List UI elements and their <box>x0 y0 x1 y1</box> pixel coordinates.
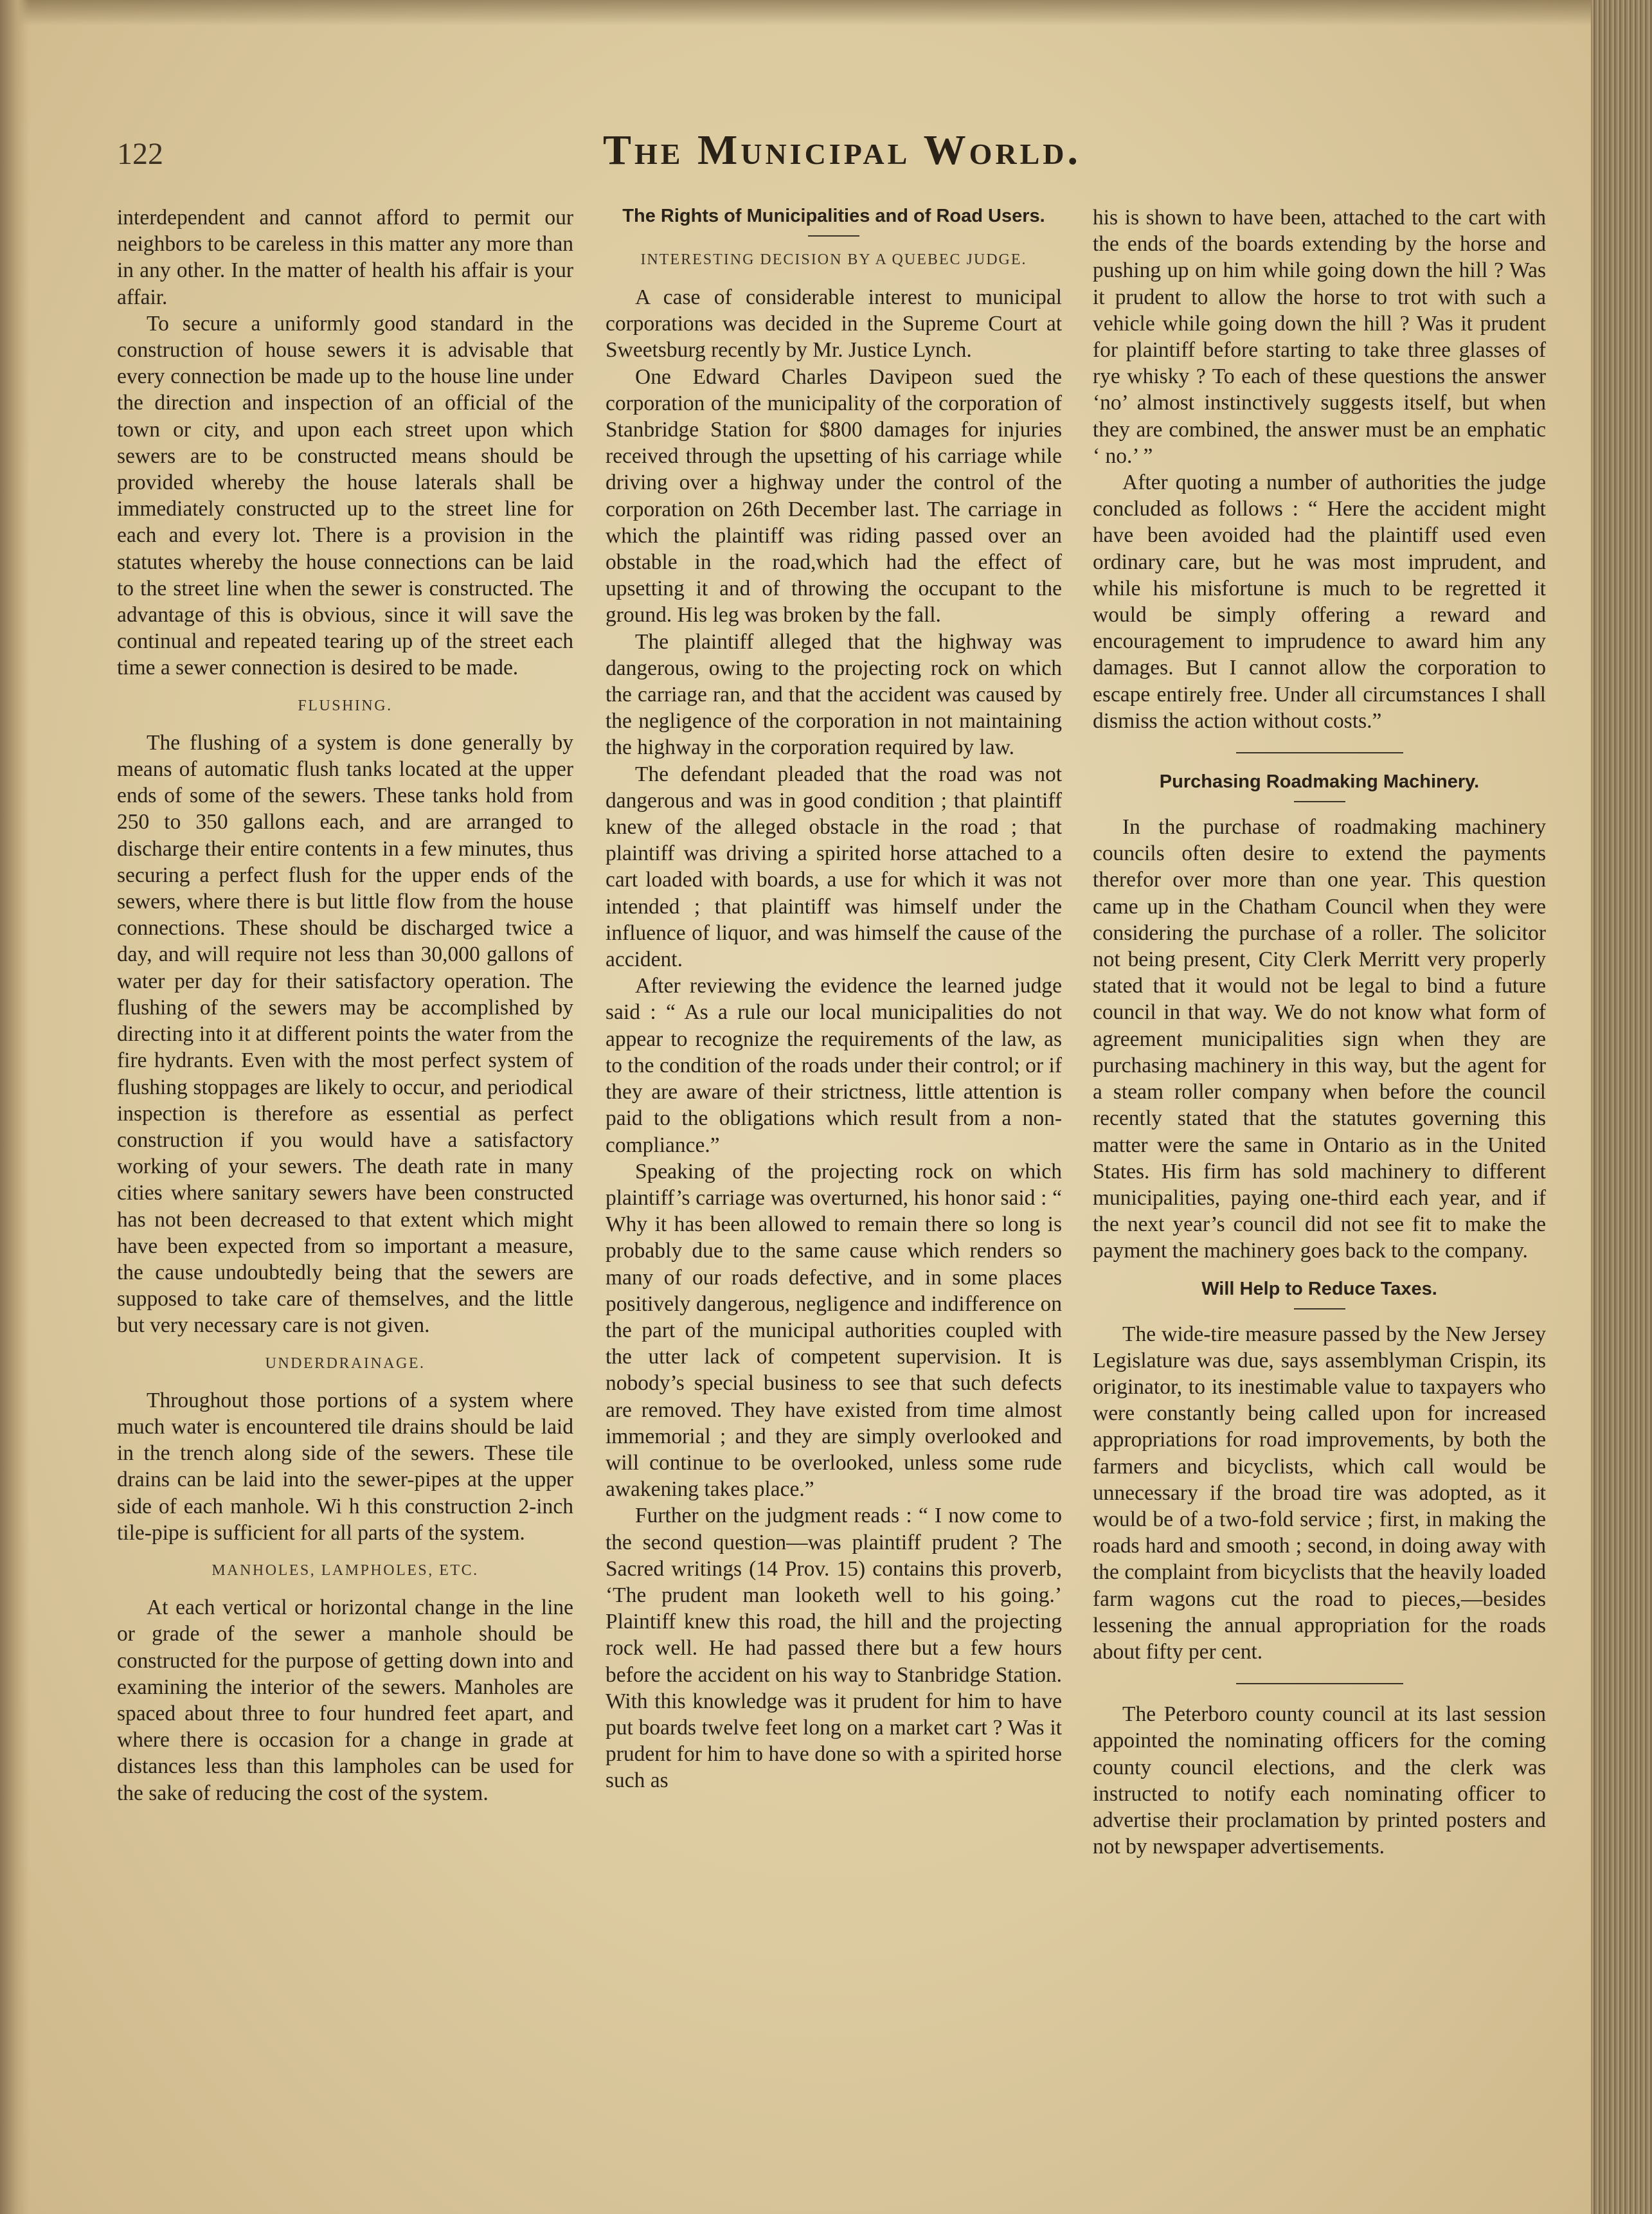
column-middle <box>606 204 1062 1794</box>
article-title-taxes: Will Help to Reduce Taxes. <box>1201 1278 1437 1299</box>
paragraph: Speaking of the projecting rock on which plaintiff’s carriage was overturned, his honor said : “ Why it has been allowed to remain there so long is probably due to the same cause which renders so many of our roads defective, and in some places positively dangerous, negligence and indifference on the part of the municipal authorities coupled with the utter lack of competent supervision. It is nobody’s special business to see that such defects are removed. They have existed from time almost immemorial ; and they are simply overlooked and will continue to be overlooked, unless some rude awakening takes place.” <box>606 1159 1062 1502</box>
page-top-shadow <box>0 0 1652 26</box>
section-divider <box>1236 752 1403 753</box>
article-title-purchasing: Purchasing Roadmaking Machinery. <box>1159 771 1480 793</box>
section-heading-flushing: FLUSHING. <box>298 697 393 714</box>
paragraph: The wide-tire measure passed by the New Jersey Legislature was due, says assemblyman Crispin, its originator, to its inestimable value to taxpayers who were constantly being called upon for increased appropriations for road improvements, by both the farmers and bicyclists, which call would be unnecessary if the broad tire was adopted, as it would be of a two-fold service ; first, in making the roads hard and smooth ; second, in doing away with the complaint from bicyclists that the heavily loaded farm wagons cut the road to pieces,—besides lessening the annual appropriation for the roads about fifty per cent. <box>1093 1322 1546 1664</box>
paragraph: In the purchase of roadmaking machinery councils often desire to extend the payments therefor over more than one year. This question came up in the Chatham Council when they were considering the purchase of a roller. The solicitor not being present, City Clerk Merritt very properly stated that it would not be legal to bind a future council in that way. We do not know what form of agreement municipalities sign when they are purchasing machinery in this way, but the agent for a steam roller company when before the council recently stated that the statutes governing this matter were the same in Ontario as in the United States. His firm has sold machinery to different municipalities, paying one-third each year, and if the next year’s council did not see fit to make the payment the machinery goes back to the company. <box>1093 815 1546 1263</box>
masthead: The Municipal World. <box>602 127 1082 174</box>
paragraph: The flushing of a system is done generally by means of automatic flush tanks located at the upper ends of some of the sewers. These tanks hold from 250 to 350 gallons each, and are arranged to discharge their entire contents in a few minutes, thus securing a perfect flush for the upper ends of the sewers, where there is but little flow from the house connections. These should be discharged twice a day, and will require not less than 30,000 gallons of water per day for their satisfactory operation. The flushing of the sewers may be accomplished by directing into it at different points the water from the fire hydrants. Even with the most perfect system of flushing stoppages are likely to occur, and periodical inspection is therefore as essential as perfect construction if you would have a satisfactory working of your sewers. The death rate in many cities where sanitary sewers have been constructed has not been decreased to that extent which might have been expected from so important a measure, the cause undoubtedly being that the sewers are supposed to take care of themselves, and the little but very necessary care is not given. <box>117 730 573 1338</box>
paragraph: To secure a uniformly good standard in the construction of house sewers it is advisable that every connection be made up to the house line under the direction and inspection of an official of the town or city, and upon each street upon which sewers are to be constructed means should be provided whereby the house laterals shall be immediately constructed up to the street line for each and every lot. There is a provision in the statutes whereby the house connections can be laid to the street line when the sewer is constructed. The advantage of this is obvious, since it will save the continual and repeated tearing up of the street each time a sewer connection is desired to be made. <box>117 311 573 680</box>
paragraph: his is shown to have been, attached to the cart with the ends of the boards extending by the horse and pushing up on him while going down the hill ? Was it prudent to allow the horse to trot with such a vehicle while going down the hill ? Was it prudent for plaintiff before starting to take three glasses of rye whisky ? To each of these questions the answer ‘no’ almost instinctively suggests itself, but when they are combined, the answer must be an emphatic ‘ no.’ ” <box>1093 206 1546 468</box>
paragraph: At each vertical or horizontal change in the line or grade of the sewer a manhole should be constructed for the purpose of getting down into and examining the interior of the sewers. Manholes are spaced about three to four hundred feet apart, and where there is occasion for a change in grade at distances less than this lampholes can be used for the sake of reducing the cost of the system. <box>117 1596 573 1805</box>
article-title-rights: The Rights of Municipalities and of Road Users. <box>622 206 1045 226</box>
title-rule <box>808 235 859 237</box>
paragraph: Throughout those portions of a system where much water is encountered tile drains should be laid in the trench along side of the sewers. These tile drains can be laid into the sewer-pipes at the upper side of each manhole. Wi h this construction 2-inch tile-pipe is sufficient for all parts of the system. <box>117 1388 573 1545</box>
paragraph: After quoting a number of authorities the judge concluded as follows : “ Here the accident might have been avoided had the plaintiff used even ordinary care, but he was most imprudent, and while his misfortune is much to be regretted it would be simply offering a reward and encouragement to imprudence to award him any damages. But I cannot allow the corporation to escape entirely free. Under all circumstances I shall dismiss the action without costs.” <box>1093 471 1546 733</box>
paragraph: The defendant pleaded that the road was not dangerous and was in good condition ; that plaintiff knew of the alleged obstacle in the road ; that plaintiff was driving a spirited horse attached to a cart loaded with boards, a use for which it was not intended ; that plaintiff was himself under the influence of liquor, and was himself the cause of the accident. <box>606 762 1062 972</box>
paragraph: After reviewing the evidence the learned judge said : “ As a rule our local municipalities do not appear to recognize the requirements of the law, as to the condition of the roads under their control; or if they are aware of their strictness, little attention is paid to the obligations which result from a non-compliance.” <box>606 974 1062 1157</box>
column-right <box>1093 204 1546 1860</box>
title-rule <box>1294 1308 1345 1310</box>
section-heading-manholes: MANHOLES, LAMPHOLES, ETC. <box>211 1562 479 1579</box>
page-number: 122 <box>117 137 163 171</box>
article-subtitle: INTERESTING DECISION BY A QUEBEC JUDGE. <box>640 251 1027 268</box>
paragraph: Further on the judgment reads : “ I now come to the second question—was plaintiff prudent ? The Sacred writings (14 Prov. 15) contains this proverb, ‘The prudent man looketh well to his going.’ Plaintiff knew this road, the hill and the projecting rock well. He had passed there but a few hours before the accident on his way to Stanbridge Station. With this knowledge was it prudent for him to have put boards twelve feet long on a market cart ? Was it prudent for him to have done so with a spirited horse such as <box>606 1504 1062 1793</box>
paragraph: A case of considerable interest to municipal corporations was decided in the Supreme Court at Sweetsburg recently by Mr. Justice Lynch. <box>606 285 1062 363</box>
paragraph: The plaintiff alleged that the highway was dangerous, owing to the projecting rock on which the carriage ran, and that the accident was caused by the negligence of the corporation in not maintaining the highway in the corporation required by law. <box>606 629 1062 760</box>
binding-edge <box>0 0 30 2214</box>
section-heading-underdrainage: UNDERDRAINAGE. <box>265 1354 426 1372</box>
paragraph: interdependent and cannot afford to permit our neighbors to be careless in this matter any more than in any other. In the matter of health his affair is your affair. <box>117 206 573 309</box>
page-stack-edge <box>1591 0 1652 2214</box>
column-left <box>117 204 573 1806</box>
paragraph: One Edward Charles Davipeon sued the corporation of the municipality of the corporation of Stanbridge Station for $800 damages for injuries received through the upsetting of his carriage while driving over a highway under the control of the corporation on 26th December last. The carriage in which the plaintiff was riding passed over an obstable in the road,which had the effect of upsetting it and of throwing the occupant to the ground. His leg was broken by the fall. <box>606 364 1062 627</box>
section-divider <box>1236 1683 1403 1684</box>
title-rule <box>1294 801 1345 802</box>
paragraph: The Peterboro county council at its last session appointed the nominating officers for the coming county council elections, and the clerk was instructed to notify each nominating officer to advertise their proclamation by printed posters and not by newspaper advertisements. <box>1093 1702 1546 1859</box>
